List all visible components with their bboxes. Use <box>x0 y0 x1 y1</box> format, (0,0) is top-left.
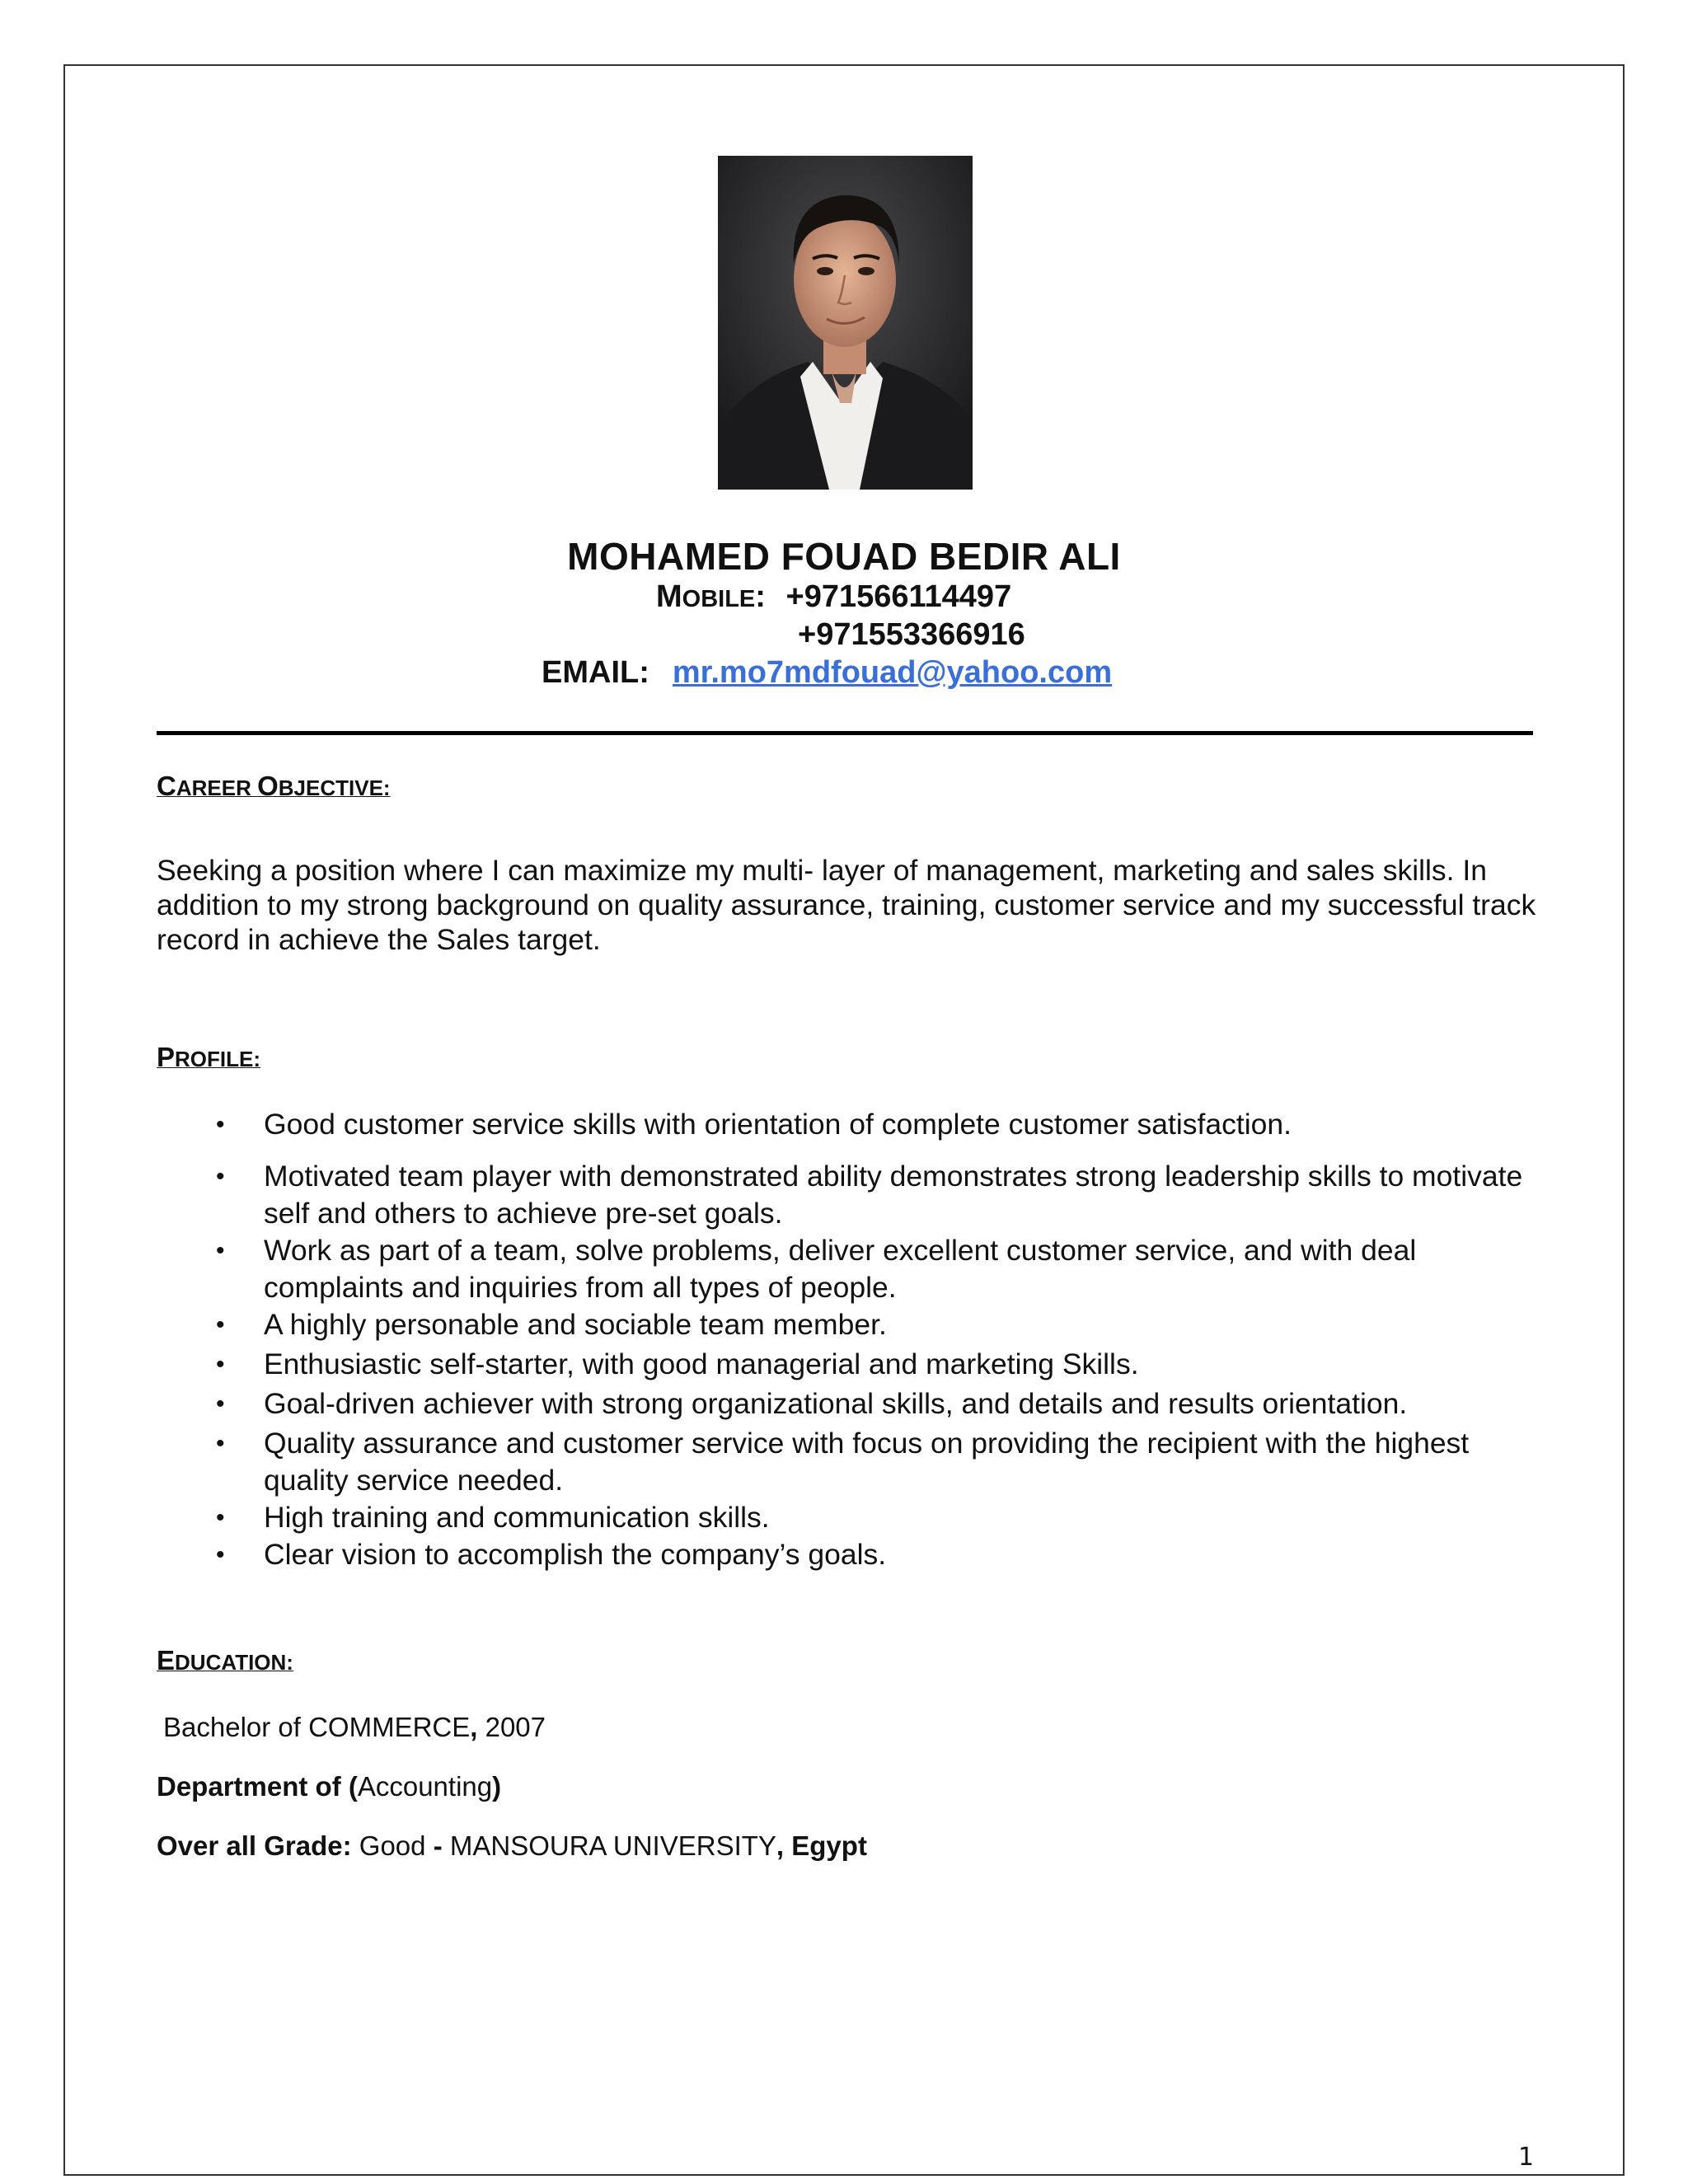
profile-list <box>157 1106 1558 1573</box>
heading-initial: E <box>157 1645 176 1675</box>
list-item <box>157 1346 1558 1383</box>
list-item <box>157 1106 1558 1143</box>
heading-initial: P <box>157 1042 176 1072</box>
list-item <box>157 1385 1558 1422</box>
mobile-label-rest: OBILE <box>682 586 756 612</box>
bullet-icon: • <box>216 1111 225 1138</box>
bullet-icon: • <box>216 1311 225 1338</box>
mobile-colon: : <box>755 579 766 614</box>
bullet-icon: • <box>216 1163 225 1190</box>
department-label: Department of ( <box>157 1771 358 1802</box>
university-name: MANSOURA UNIVERSITY <box>442 1830 776 1861</box>
bullet-icon: • <box>216 1237 225 1264</box>
degree-name: Bachelor of COMMERCE <box>163 1712 471 1742</box>
department-value: Accounting <box>357 1771 493 1802</box>
heading-rest: ROFILE: <box>175 1047 261 1071</box>
education-grade <box>157 1830 867 1862</box>
bullet-icon: • <box>216 1541 225 1568</box>
list-item <box>157 1158 1558 1232</box>
email-line <box>542 655 1112 691</box>
list-item <box>157 1306 1558 1343</box>
list-item-text: High training and communication skills. <box>264 1501 770 1534</box>
graduation-year: 2007 <box>477 1712 546 1742</box>
email-label: EMAIL: <box>542 655 649 690</box>
candidate-name: MOHAMED FOUAD BEDIR ALI <box>567 535 1121 578</box>
mobile-number-2: +971553366916 <box>798 617 1025 652</box>
heading-rest: BJECTIVE: <box>278 776 391 800</box>
email-link[interactable]: mr.mo7mdfouad@yahoo.com <box>672 655 1113 690</box>
bullet-icon: • <box>216 1504 225 1531</box>
list-item-text: Clear vision to accomplish the company’s goals. <box>264 1538 887 1571</box>
heading-rest: AREER <box>176 776 258 800</box>
bullet-icon: • <box>216 1430 225 1457</box>
mobile-line <box>656 579 1011 615</box>
list-item-text: Work as part of a team, solve problems, deliver excellent customer service, and with deal complaints and inquiries from all types of people. <box>264 1234 1417 1304</box>
bullet-icon: • <box>216 1390 225 1418</box>
career-objective-text: Seeking a position where I can maximize my multi- layer of management, marketing and sales skills. In addition to my strong background on quality assurance, training, customer service and my successful track record in achieve the Sales target. <box>157 854 1536 956</box>
heading-initial: O <box>257 771 279 801</box>
bullet-icon: • <box>216 1351 225 1378</box>
header-divider <box>157 731 1533 735</box>
list-item <box>157 1536 1558 1573</box>
list-item <box>157 1499 1558 1536</box>
career-objective-heading <box>157 771 391 802</box>
heading-rest: DUCATION: <box>175 1650 293 1675</box>
grade-value: Good <box>351 1830 434 1861</box>
education-degree <box>163 1712 546 1743</box>
profile-heading <box>157 1042 260 1073</box>
heading-initial: C <box>157 771 176 801</box>
country-name: Egypt <box>784 1830 867 1861</box>
mobile-label-initial: M <box>656 579 682 614</box>
list-item <box>157 1232 1558 1306</box>
profile-photo <box>718 156 973 490</box>
list-item-text: Quality assurance and customer service with focus on providing the recipient with the highest quality service needed. <box>264 1427 1470 1497</box>
department-close: ) <box>492 1771 502 1802</box>
list-item-text: Enthusiastic self-starter, with good managerial and marketing Skills. <box>264 1347 1139 1380</box>
education-heading <box>157 1645 293 1676</box>
list-item-text: Good customer service skills with orientation of complete customer satisfaction. <box>264 1108 1292 1141</box>
country-separator: , <box>776 1830 785 1861</box>
list-item <box>157 1425 1558 1499</box>
degree-separator: , <box>470 1712 478 1742</box>
grade-separator: - <box>433 1830 443 1861</box>
list-item-text: Goal-driven achiever with strong organizational skills, and details and results orientation. <box>264 1387 1408 1420</box>
list-item-text: A highly personable and sociable team member. <box>264 1308 887 1341</box>
page-number: 1 <box>1518 2143 1535 2172</box>
list-item-text: Motivated team player with demonstrated ability demonstrates strong leadership skills to motivate self and others to achieve pre-set goals. <box>264 1160 1523 1230</box>
mobile-number-1: +971566114497 <box>785 579 1012 614</box>
education-department <box>157 1771 501 1802</box>
grade-label: Over all Grade: <box>157 1830 352 1861</box>
